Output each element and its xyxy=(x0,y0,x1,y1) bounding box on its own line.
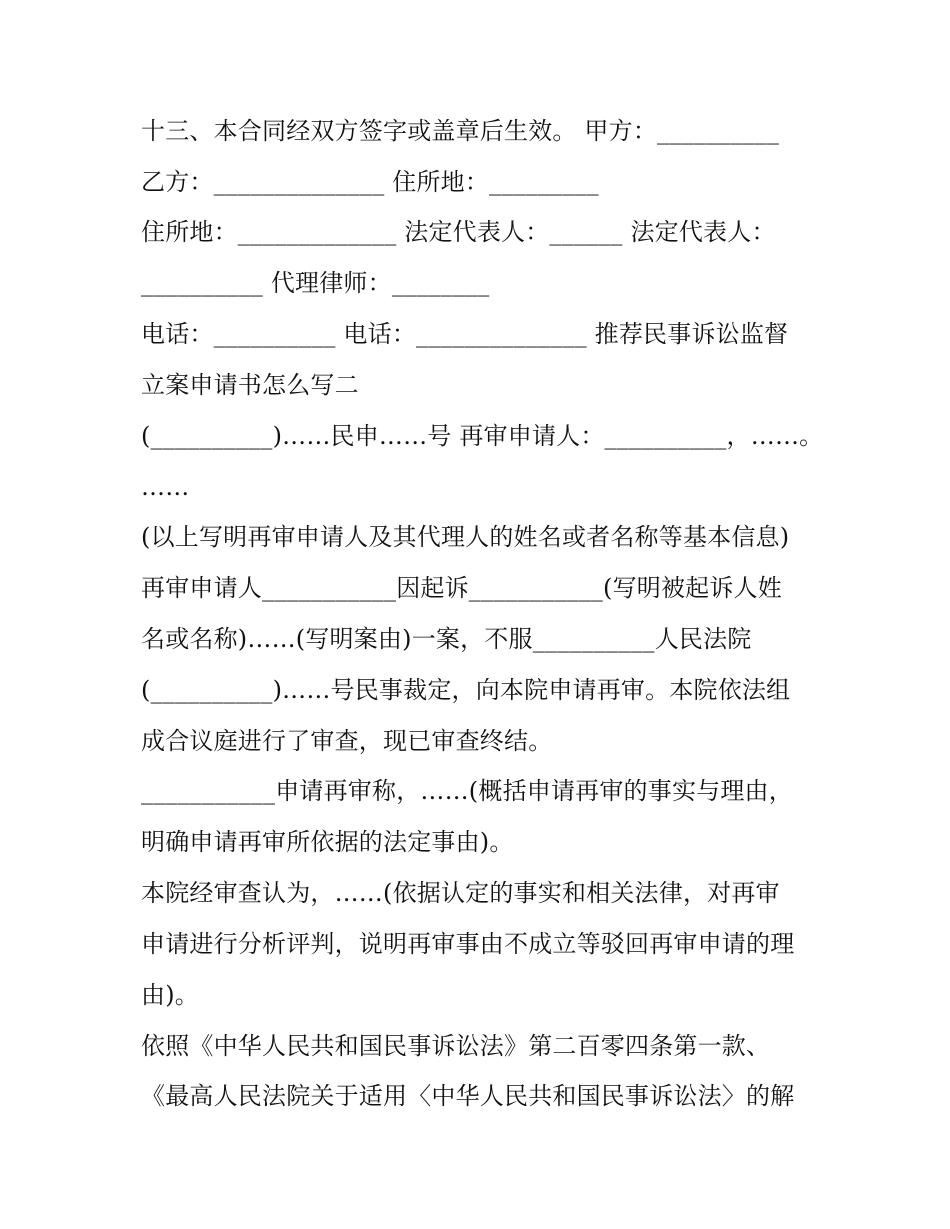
text-line: 申请进行分析评判，说明再审事由不成立等驳回再审申请的理 xyxy=(141,930,795,958)
text-line: ___________申请再审称，……(概括申请再审的事实与理由， xyxy=(141,777,793,805)
text-line: 成合议庭进行了审查，现已审查终结。 xyxy=(141,727,553,755)
text-line: 再审申请人___________因起诉___________(写明被起诉人姓 xyxy=(141,574,782,602)
text-line: (__________)……号民事裁定，向本院申请再审。本院依法组 xyxy=(141,676,791,704)
text-line: 明确申请再审所依据的法定事由)。 xyxy=(141,828,514,856)
text-line: 住所地：_____________ 法定代表人：______ 法定代表人： xyxy=(141,218,776,246)
text-line: 名或名称)……(写明案由)一案，不服__________人民法院 xyxy=(141,625,752,653)
text-line: __________ 代理律师：________ xyxy=(141,269,490,297)
text-line: 十三、本合同经双方签字或盖章后生效。 甲方：__________ xyxy=(141,117,780,145)
text-line: (__________)……民申……号 再审申请人：__________，……。 xyxy=(141,422,824,450)
text-line: 本院经审查认为，……(依据认定的事实和相关法律，对再审 xyxy=(141,879,780,907)
text-line: 乙方：______________ 住所地：_________ xyxy=(141,168,599,196)
text-line: 《最高人民法院关于适用〈中华人民共和国民事诉讼法〉的解 xyxy=(141,1082,795,1110)
text-line: 依照《中华人民共和国民事诉讼法》第二百零四条第一款、 xyxy=(141,1032,771,1060)
text-line: 由)。 xyxy=(141,981,199,1009)
text-line: …… xyxy=(141,473,190,501)
text-line: 电话：__________ 电话：______________ 推荐民事诉讼监督 xyxy=(141,320,789,348)
text-line: (以上写明再审申请人及其代理人的姓名或者名称等基本信息) xyxy=(141,523,790,551)
text-line: 立案申请书怎么写二 xyxy=(141,371,359,399)
